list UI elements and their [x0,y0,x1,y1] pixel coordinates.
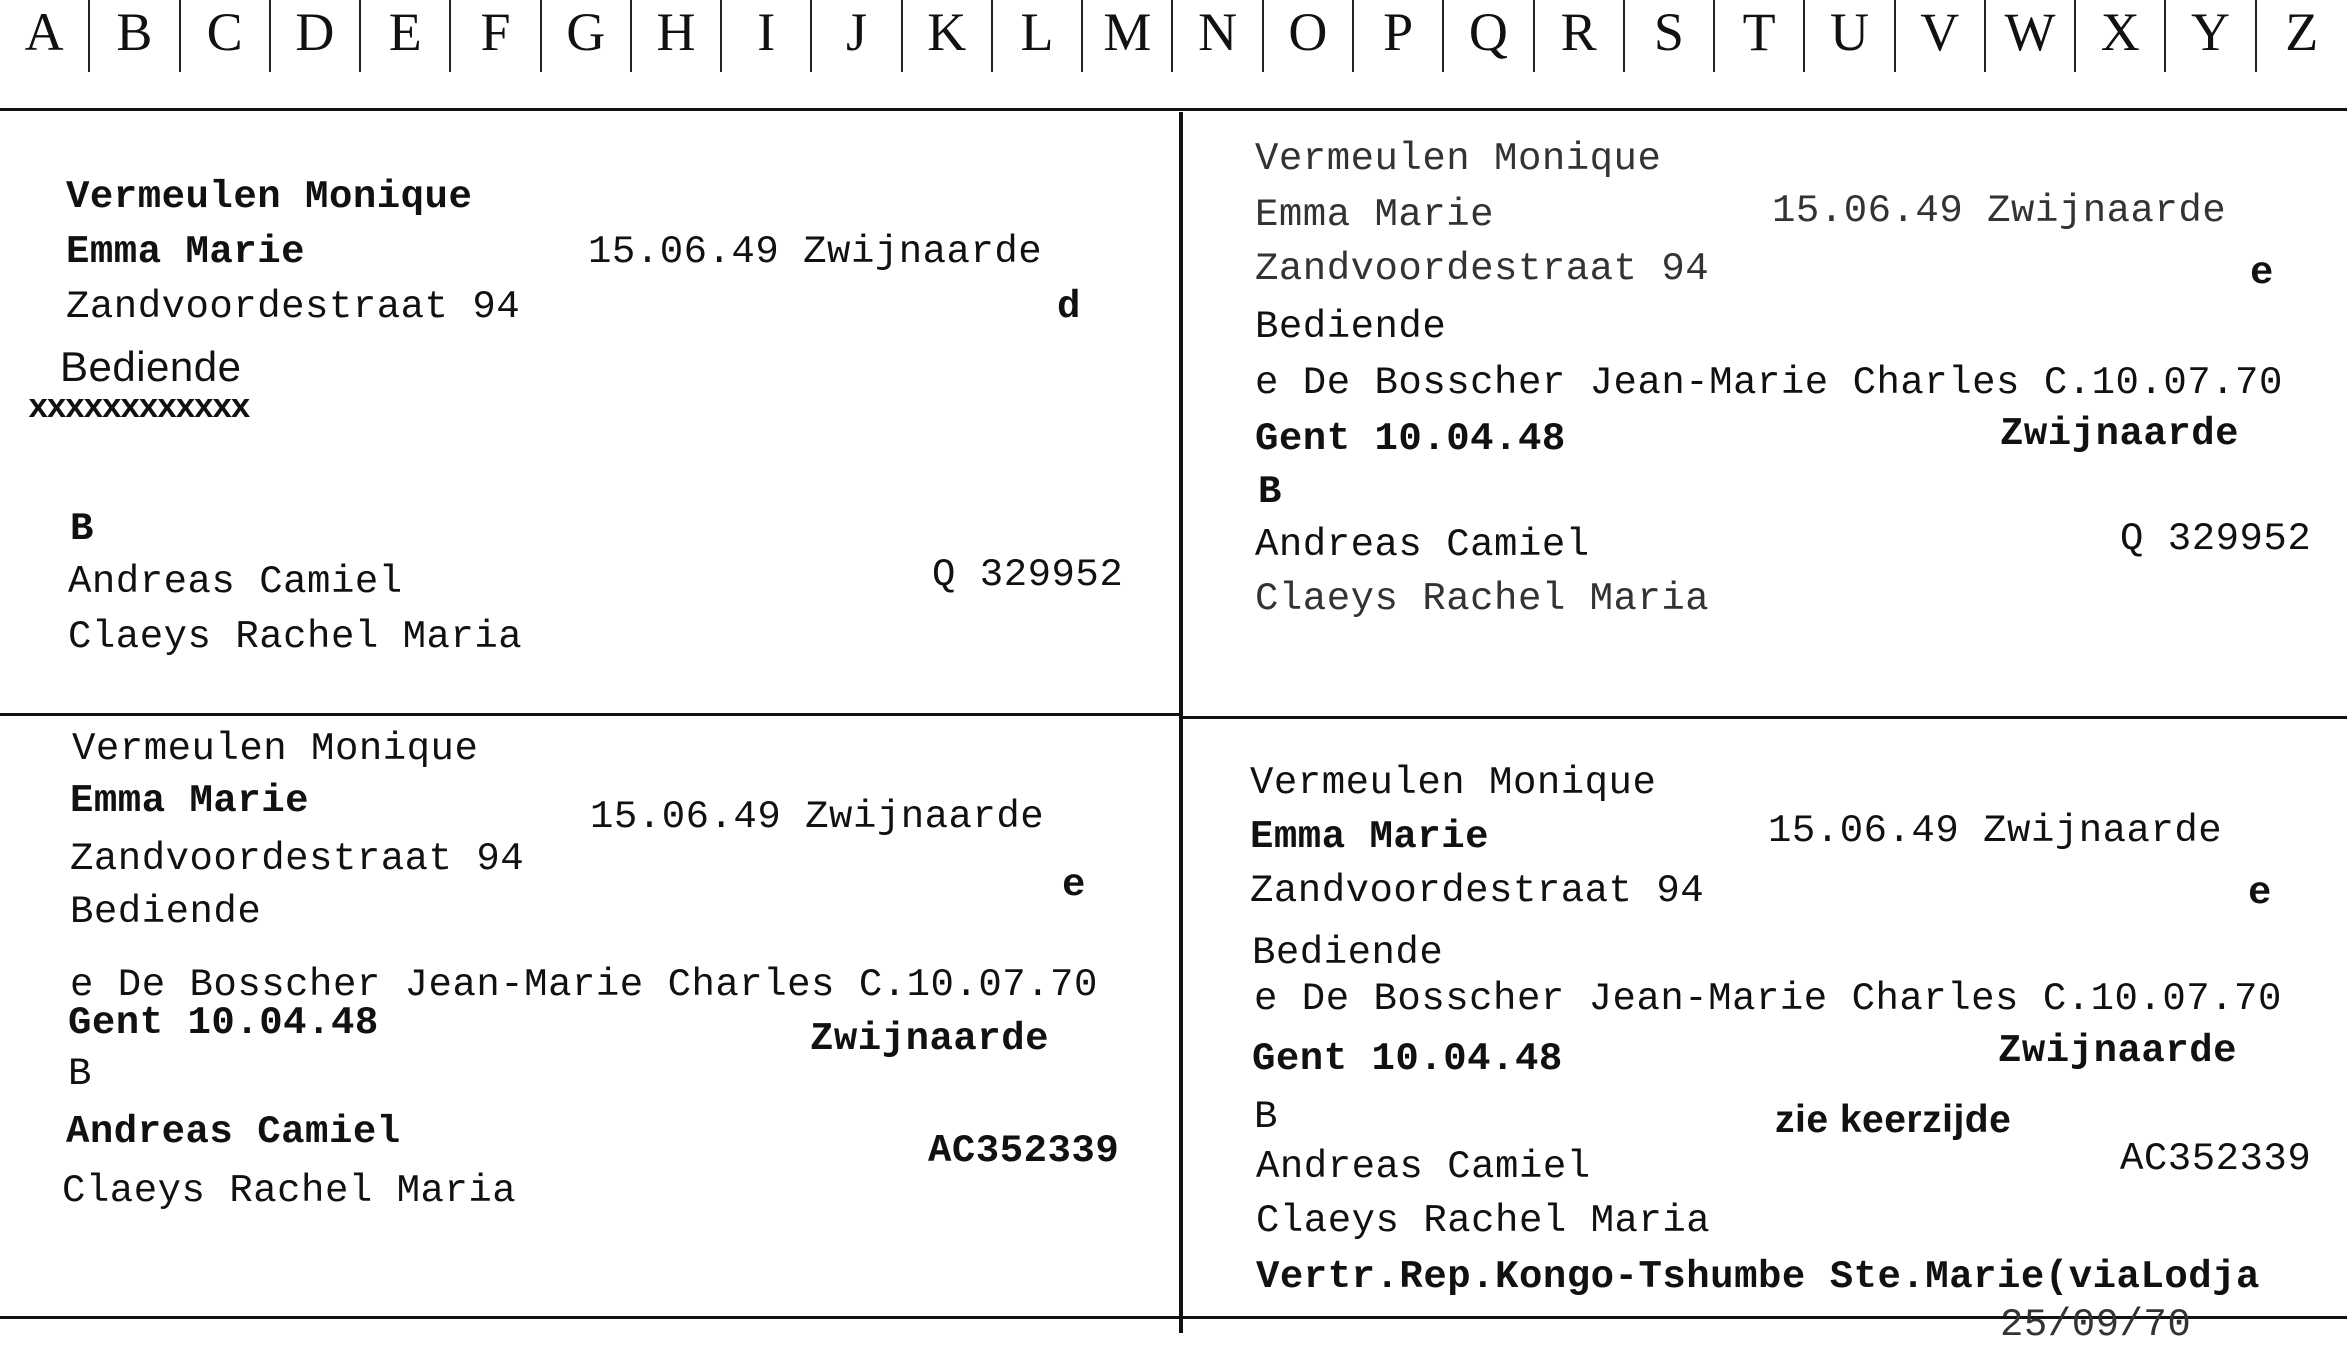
card-id-number: AC352339 [2120,1137,2312,1181]
card-status: e [2248,871,2272,915]
card-mother: Claeys Rachel Maria [68,615,523,659]
card-spouse: e De Bosscher Jean-Marie Charles C.10.07.70 [1255,361,2283,405]
card-occupation: Bediende [1252,931,1444,975]
card-given-names: Emma Marie [70,779,310,823]
index-divider [0,108,2347,111]
alpha-letter: Y [2166,0,2256,72]
alpha-letter: L [993,0,1083,72]
alpha-letter: M [1083,0,1173,72]
card-given-names: Emma Marie [66,230,306,274]
card-departure: Vertr.Rep.Kongo-Tshumbe Ste.Marie(viaLodja [1256,1255,2260,1299]
alpha-letter: F [451,0,541,72]
card-status: e [2250,251,2274,295]
card-father: Andreas Camiel [1256,1145,1591,1189]
card-mother: Claeys Rachel Maria [1255,577,1710,621]
card-divider-horizontal [1183,716,2347,719]
card-id-number: AC352339 [928,1129,1120,1173]
card-nationality: B [68,1052,92,1096]
card-divider-vertical [1179,112,1183,1333]
card-marriage-place: Zwijnaarde [810,1017,1050,1061]
card-name: Vermeulen Monique [1255,137,1662,181]
card-marriage-place: Zwijnaarde [1998,1029,2238,1073]
card-divider-horizontal [0,713,1179,716]
card-birth: 15.06.49 Zwijnaarde [588,230,1043,274]
card-address: Zandvoordestraat 94 [66,285,521,329]
card-spouse-birth: Gent 10.04.48 [1252,1037,1563,1081]
alpha-letter: Z [2285,2,2319,62]
card-father: Andreas Camiel [68,560,403,604]
card-given-names: Emma Marie [1255,193,1495,237]
alpha-letter: O [1264,0,1354,72]
card-spouse: e De Bosscher Jean-Marie Charles C.10.07.70 [70,963,1098,1007]
card-name: Vermeulen Monique [72,727,479,771]
card-id-number: Q 329952 [2120,517,2312,561]
alpha-letter: E [361,0,451,72]
card-father: Andreas Camiel [1255,523,1590,567]
card-spouse-birth: Gent 10.04.48 [1255,417,1566,461]
card-id-number: Q 329952 [932,553,1124,597]
alpha-letter: X [2076,0,2166,72]
alpha-letter: K [903,0,993,72]
card-name: Vermeulen Monique [66,175,473,219]
alpha-letter: A [0,0,90,72]
card-nationality: B [70,507,94,551]
alpha-letter: V [1896,0,1986,72]
alpha-letter: D [271,0,361,72]
alpha-letter: Q [1444,0,1534,72]
card-address: Zandvoordestraat 94 [1255,247,1710,291]
card-nationality: B [1254,1095,1278,1139]
card-name: Vermeulen Monique [1250,761,1657,805]
card-nationality: B [1258,470,1282,514]
alpha-letter: U [1805,0,1895,72]
card-address: Zandvoordestraat 94 [1250,869,1705,913]
alpha-letter: G [542,0,632,72]
struck-out-text: xxxxxxxxxxxx [28,390,249,428]
alpha-letter: T [1715,0,1805,72]
card-birth: 15.06.49 Zwijnaarde [1772,189,2227,233]
card-address: Zandvoordestraat 94 [70,837,525,881]
card-mother: Claeys Rachel Maria [1256,1199,1711,1243]
alpha-letter: H [632,0,722,72]
alpha-letter: S [1625,0,1715,72]
card-birth: 15.06.49 Zwijnaarde [590,795,1045,839]
alpha-letter: N [1173,0,1263,72]
card-given-names: Emma Marie [1250,815,1490,859]
card-departure-date: 25/09/70 [2000,1303,2192,1347]
card-spouse: e De Bosscher Jean-Marie Charles C.10.07.70 [1254,977,2282,1021]
card-occupation: Bediende [1255,305,1447,349]
card-occupation: Bediende [60,343,242,390]
alpha-letter: W [1986,0,2076,72]
card-occupation: Bediende [70,890,262,934]
card-spouse-birth: Gent 10.04.48 [68,1001,379,1045]
card-status: d [1057,285,1081,329]
card-note: zie keerzijde [1775,1098,2012,1141]
alpha-letter: R [1535,0,1625,72]
card-divider-bottom [0,1316,2347,1319]
alpha-letter: J [812,0,902,72]
card-father: Andreas Camiel [66,1110,401,1154]
card-status: e [1062,863,1086,907]
alpha-letter: C [181,0,271,72]
alpha-letter: I [722,0,812,72]
alpha-letter: P [1354,0,1444,72]
card-mother: Claeys Rachel Maria [62,1169,517,1213]
alphabet-index [0,0,2347,72]
card-marriage-place: Zwijnaarde [2000,412,2240,456]
card-birth: 15.06.49 Zwijnaarde [1768,809,2223,853]
alpha-letter: B [90,0,180,72]
